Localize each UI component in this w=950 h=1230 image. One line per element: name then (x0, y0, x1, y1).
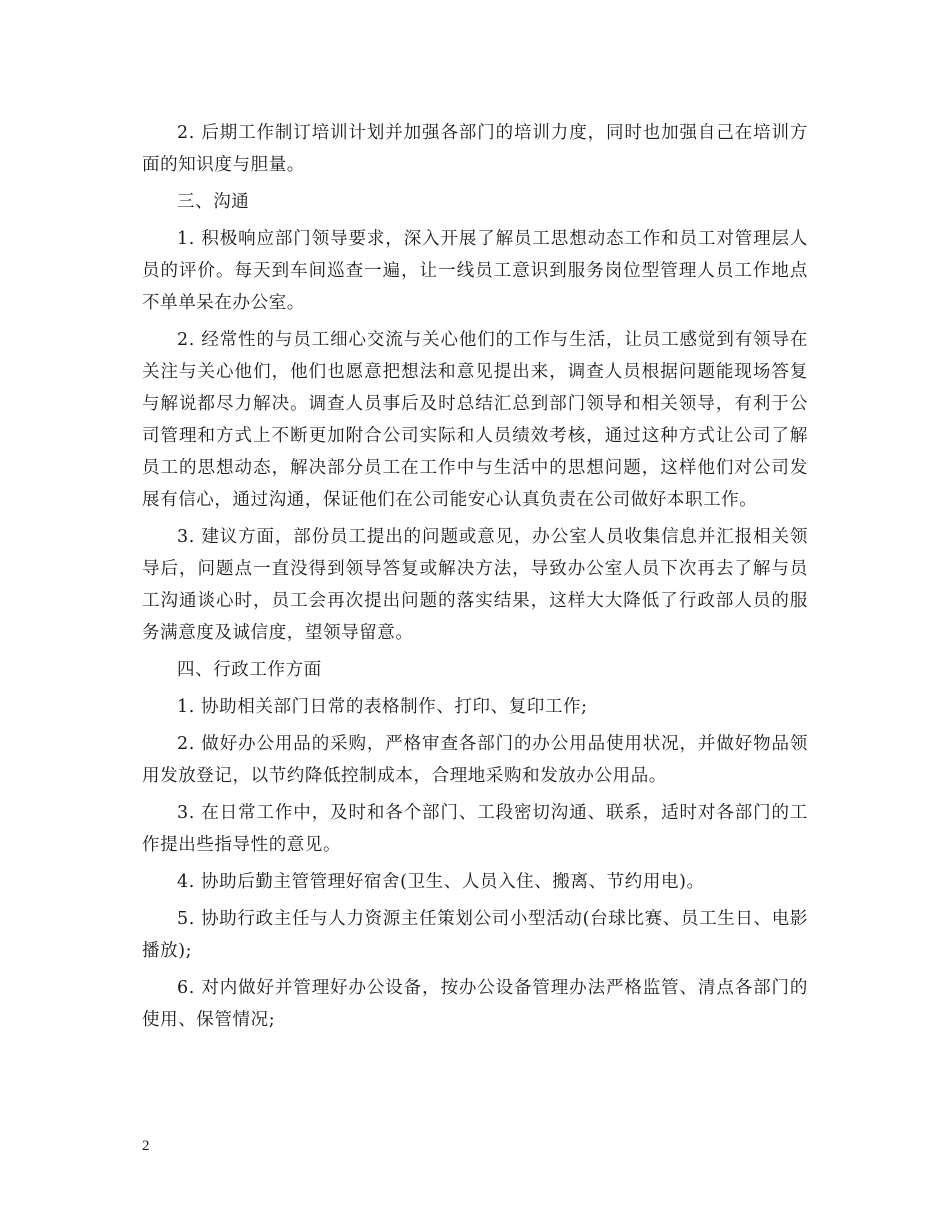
paragraph-admin-1: 1. 协助相关部门日常的表格制作、打印、复印工作; (177, 697, 588, 717)
paragraph-communication-3: 3. 建议方面，部份员工提出的问题或意见，办公室人员收集信息并汇报相关领导后，问题点一直没得到领导答复或解决方法，导致办公室人员下次再去了解与员工沟通谈心时，员工会再次提出问题的落实结果，这样大大降低了行政部人员的服务满意度及诚信度，望领导留意。 (142, 527, 808, 643)
page-number: 2 (142, 1138, 150, 1154)
paragraph-admin-5: 5. 协助行政主任与人力资源主任策划公司小型活动(台球比赛、员工生日、电影播放); (142, 909, 808, 961)
paragraph-training-plan: 2. 后期工作制订培训计划并加强各部门的培训力度，同时也加强自己在培训方面的知识度与胆量。 (142, 123, 808, 175)
document-body (142, 117, 808, 1041)
paragraph-communication-2: 2. 经常性的与员工细心交流与关心他们的工作与生活，让员工感觉到有领导在关注与关心他们，他们也愿意把想法和意见提出来，调查人员根据问题能现场答复与解说都尽力解决。调查人员事后及时总结汇总到部门领导和相关领导，有利于公司管理和方式上不断更加附合公司实际和人员绩效考核，通过这种方式让公司了解员工的思想动态，解决部分员工在工作中与生活中的思想问题，这样他们对公司发展有信心，通过沟通，保证他们在公司能安心认真负责在公司做好本职工作。 (142, 330, 808, 510)
paragraph-communication-1: 1. 积极响应部门领导要求，深入开展了解员工思想动态工作和员工对管理层人员的评价。每天到车间巡查一遍，让一线员工意识到服务岗位型管理人员工作地点不单单呆在办公室。 (142, 229, 808, 313)
paragraph-admin-3: 3. 在日常工作中，及时和各个部门、工段密切沟通、联系，适时对各部门的工作提出些指导性的意见。 (142, 803, 808, 855)
section-heading-communication: 三、沟通 (177, 192, 250, 212)
paragraph-admin-2: 2. 做好办公用品的采购，严格审查各部门的办公用品使用状况，并做好物品领用发放登记，以节约降低控制成本，合理地采购和发放办公用品。 (142, 734, 808, 786)
paragraph-admin-4: 4. 协助后勤主管管理好宿舍(卫生、人员入住、搬离、节约用电)。 (177, 872, 705, 892)
paragraph-admin-6: 6. 对内做好并管理好办公设备，按办公设备管理办法严格监管、清点各部门的使用、保管情况; (142, 978, 808, 1030)
section-heading-administration: 四、行政工作方面 (177, 660, 322, 680)
